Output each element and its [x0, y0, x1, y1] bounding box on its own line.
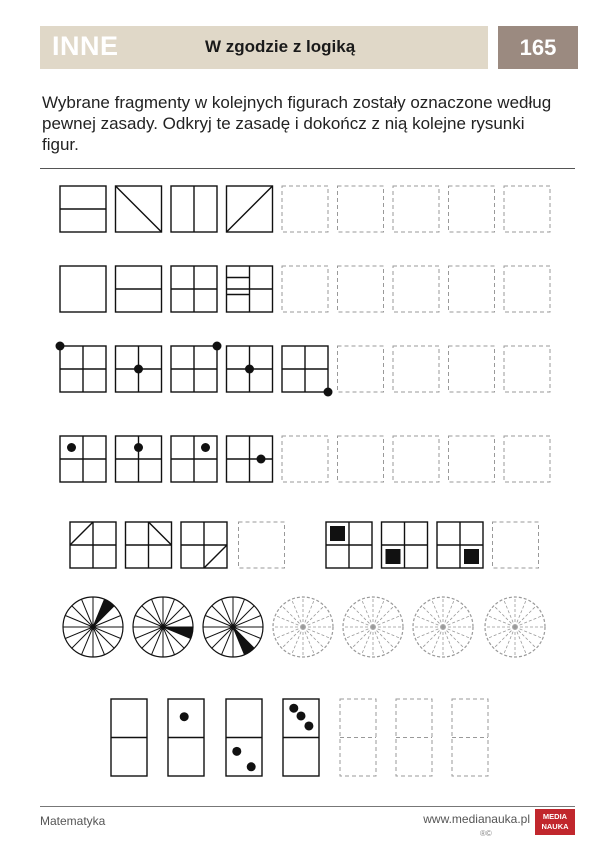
figure-domino	[111, 699, 147, 776]
dot-marker	[304, 721, 313, 730]
category-label: INNE	[52, 31, 119, 61]
empty-answer-box	[449, 186, 495, 232]
footer-subject: Matematyka	[40, 814, 106, 828]
figure-dotted-quadrants	[171, 342, 222, 393]
figure-plain-square	[60, 266, 106, 312]
dot-marker	[257, 455, 266, 464]
empty-answer-box	[338, 186, 384, 232]
footer-divider	[40, 806, 575, 807]
empty-answer-box	[504, 436, 550, 482]
empty-answer-box	[338, 266, 384, 312]
figure-dotted-quadrants	[282, 346, 333, 397]
dot-marker	[56, 342, 65, 351]
empty-answer-wheel	[413, 597, 473, 657]
page-number: 165	[498, 26, 578, 69]
footer-url: www.medianauka.pl	[423, 812, 530, 826]
dot-marker	[297, 711, 306, 720]
empty-answer-box	[239, 522, 285, 568]
figure-wheel	[203, 597, 263, 657]
figure-dotted-quadrants	[116, 346, 162, 392]
dot-marker	[134, 443, 143, 452]
empty-answer-domino	[340, 699, 376, 776]
empty-answer-box	[504, 346, 550, 392]
empty-answer-box	[393, 436, 439, 482]
figure-dotted-quadrants	[56, 342, 107, 393]
figure-dotted-quadrants	[227, 436, 273, 482]
figure-vertical-split	[171, 186, 217, 232]
logo-line-2: NAUKA	[541, 822, 569, 831]
dot-marker	[67, 443, 76, 452]
empty-answer-domino	[452, 699, 488, 776]
instruction-text: Wybrane fragmenty w kolejnych figurach zostały oznaczone według pewnej zasady. Odkryj te zasadę i dokończ z nią kolejne rysunki figur.	[42, 93, 552, 154]
empty-answer-box	[393, 346, 439, 392]
empty-answer-wheel	[343, 597, 403, 657]
empty-answer-wheel	[485, 597, 545, 657]
empty-answer-box	[393, 186, 439, 232]
empty-answer-box	[338, 436, 384, 482]
figure-diagonal-split	[227, 186, 273, 232]
figure-filled-quadrant	[326, 522, 372, 568]
footer-copyright: ®©	[480, 829, 492, 838]
filled-square	[330, 526, 345, 541]
empty-answer-box	[449, 266, 495, 312]
dot-marker	[134, 365, 143, 374]
figure-domino	[283, 699, 319, 776]
empty-answer-box	[493, 522, 539, 568]
empty-answer-box	[504, 266, 550, 312]
figure-four-quadrants-extra	[227, 266, 273, 312]
dot-marker	[232, 747, 241, 756]
filled-square	[386, 549, 401, 564]
empty-answer-box	[282, 436, 328, 482]
empty-answer-wheel	[273, 597, 333, 657]
empty-answer-box	[449, 346, 495, 392]
figure-triangle-tr	[126, 522, 172, 568]
filled-square	[464, 549, 479, 564]
figure-diagonal-split	[116, 186, 162, 232]
page-title: W zgodzie z logiką	[205, 37, 356, 56]
figure-dotted-quadrants	[60, 436, 106, 482]
dot-marker	[180, 712, 189, 721]
empty-answer-domino	[396, 699, 432, 776]
dot-marker	[245, 365, 254, 374]
figure-wheel	[133, 597, 193, 657]
figure-filled-quadrant	[382, 522, 428, 568]
figure-triangle-tl	[70, 522, 116, 568]
figure-wheel	[63, 597, 123, 657]
empty-answer-box	[449, 436, 495, 482]
figure-dotted-quadrants	[227, 346, 273, 392]
empty-answer-box	[282, 186, 328, 232]
figure-horizontal-split	[60, 186, 106, 232]
dot-marker	[201, 443, 210, 452]
empty-answer-box	[393, 266, 439, 312]
media-nauka-logo	[535, 809, 575, 835]
figure-dotted-quadrants	[116, 436, 162, 482]
empty-answer-box	[504, 186, 550, 232]
figure-dotted-quadrants	[171, 436, 217, 482]
figure-filled-quadrant	[437, 522, 483, 568]
logo-line-1: MEDIA	[542, 812, 568, 821]
figure-horizontal-split	[116, 266, 162, 312]
empty-answer-box	[338, 346, 384, 392]
figure-domino	[168, 699, 204, 776]
dot-marker	[247, 762, 256, 771]
dot-marker	[289, 704, 298, 713]
figure-domino	[226, 699, 262, 776]
figure-triangle-r	[181, 522, 227, 568]
dot-marker	[213, 342, 222, 351]
dot-marker	[324, 388, 333, 397]
empty-answer-box	[282, 266, 328, 312]
figure-four-quadrants	[171, 266, 217, 312]
